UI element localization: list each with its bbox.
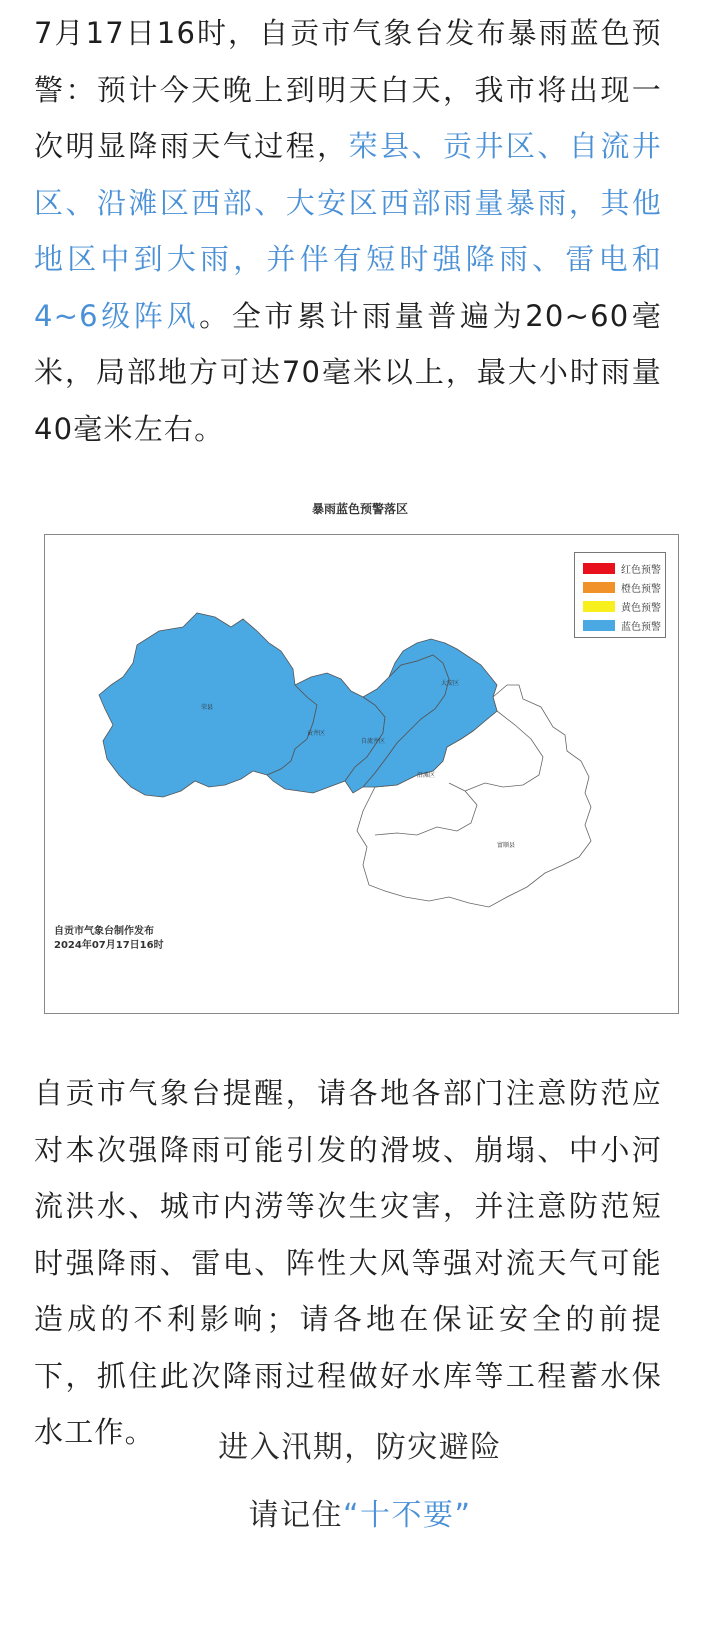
legend-item-yellow — [583, 597, 665, 616]
legend-item-orange — [583, 578, 665, 597]
map-credit-issuer: 自贡市气象台制作发布 — [54, 926, 154, 937]
ten-donts-slogan — [0, 1490, 720, 1534]
legend-swatch-orange — [583, 582, 615, 593]
legend-swatch-blue — [583, 620, 615, 631]
map-legend — [574, 552, 666, 638]
legend-label: 红色预警 — [621, 565, 661, 576]
legend-swatch-red — [583, 563, 615, 574]
warning-lead-text: 7月17日16时，自贡市气象台发布暴雨蓝色预警：预计今天晚上到明天白天，我市将出现一次明显降雨天气过程， — [34, 16, 662, 163]
warning-tail-text: 。全市累计雨量普遍为20~60毫米，局部地方可达70毫米以上，最大小时雨量40毫米左右。 — [34, 298, 662, 446]
legend-item-blue — [583, 616, 665, 635]
map-title: 暴雨蓝色预警落区 — [311, 502, 408, 516]
county-label-fushun: 富顺县 — [497, 842, 516, 849]
legend-label: 黄色预警 — [621, 603, 661, 614]
reminder-paragraph: 自贡市气象台提醒，请各地各部门注意防范应对本次强降雨可能引发的滑坡、崩塌、中小河流洪水、城市内涝等次生灾害，并注意防范短时强降雨、雷电、阵性大风等强对流天气可能造成的不利影响；请各地在保证安全的前提下，抓住此次降雨过程做好水库等工程蓄水保水工作。 — [34, 1076, 662, 1449]
county-label-gongjing: 贡井区 — [307, 730, 326, 737]
ten-donts-highlight: “十不要” — [342, 1498, 472, 1533]
warning-paragraph — [34, 5, 662, 457]
warning-highlight-text: 荣县、贡井区、自流井区、沿滩区西部、大安区西部雨量暴雨，其他地区中到大雨，并伴有短时强降雨、雷电和4~6级阵风 — [34, 129, 662, 333]
legend-label: 橙色预警 — [621, 584, 661, 595]
county-label-rongxian: 荣县 — [201, 704, 214, 711]
legend-item-red — [583, 559, 665, 578]
county-label-daan: 大安区 — [441, 680, 460, 687]
map-credit-time: 2024年07月17日16时 — [54, 940, 164, 951]
legend-label: 蓝色预警 — [621, 622, 661, 633]
flood-season-slogan: 进入汛期，防灾避险 — [218, 1430, 502, 1465]
ten-donts-prefix: 请记住 — [248, 1498, 343, 1533]
county-label-yantan: 沿滩区 — [417, 772, 436, 779]
county-label-ziliujing: 自流井区 — [361, 738, 386, 745]
warning-map-figure — [28, 490, 692, 1020]
legend-swatch-yellow — [583, 601, 615, 612]
